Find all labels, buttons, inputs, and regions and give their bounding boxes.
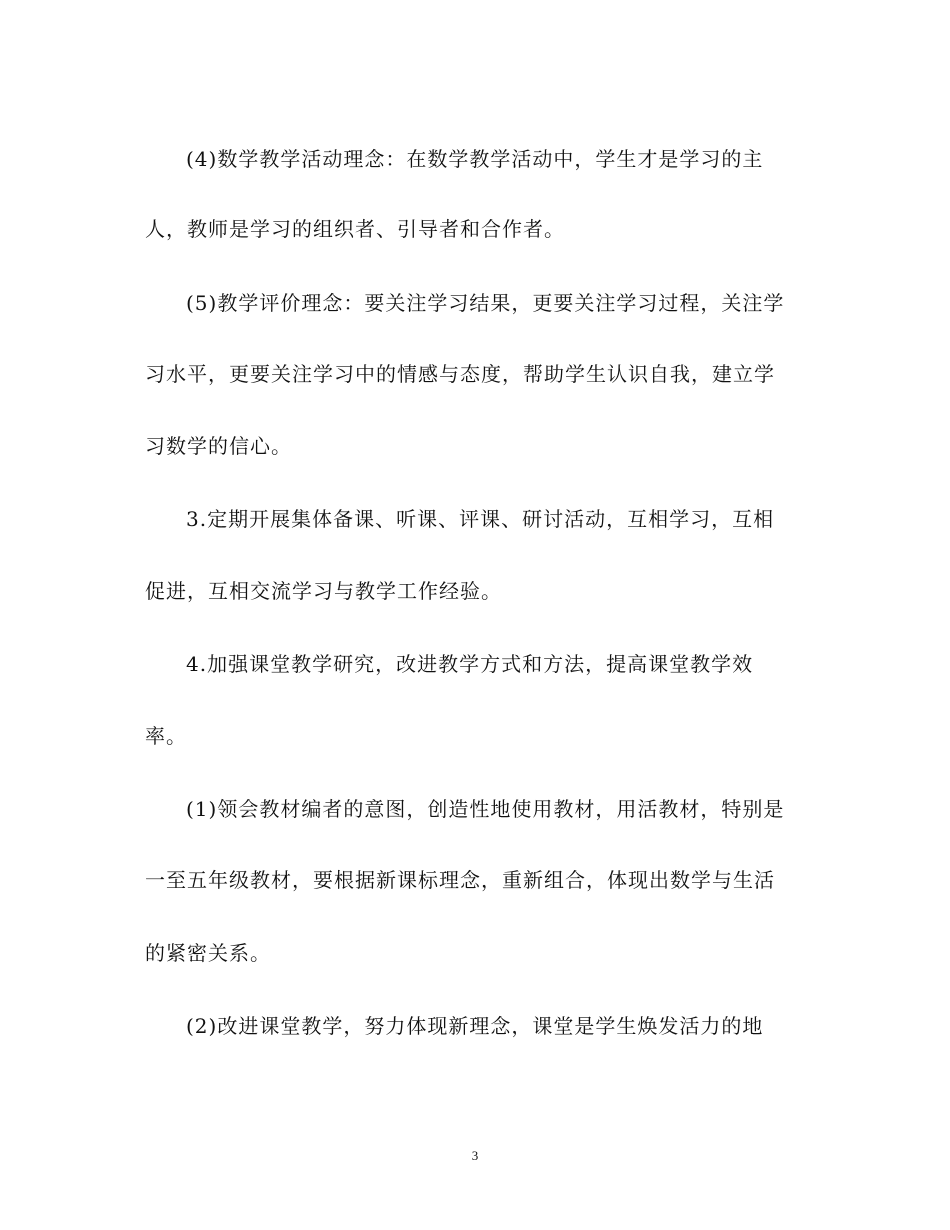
paragraph-line: 促进，互相交流学习与教学工作经验。 — [145, 579, 502, 603]
paragraph-line: (5)教学评价理念：要关注学习结果，更要关注学习过程，关注学 — [186, 291, 785, 315]
paragraph-line: (1)领会教材编者的意图，创造性地使用教材，用活教材，特别是 — [186, 797, 785, 821]
page-number: 3 — [471, 1148, 479, 1163]
paragraph-line: 3.定期开展集体备课、听课、评课、研讨活动，互相学习，互相 — [186, 507, 775, 531]
paragraph-line: (2)改进课堂教学，努力体现新理念，课堂是学生焕发活力的地 — [186, 1014, 764, 1038]
paragraph-line: (4)数学教学活动理念：在数学教学活动中，学生才是学习的主 — [186, 147, 764, 171]
paragraph-line: 人，教师是学习的组织者、引导者和合作者。 — [145, 217, 565, 241]
paragraph-line: 一至五年级教材，要根据新课标理念，重新组合，体现出数学与生活 — [145, 868, 775, 892]
paragraph-line: 的紧密关系。 — [145, 941, 271, 965]
paragraph-line: 习数学的信心。 — [145, 434, 292, 458]
paragraph-line: 4.加强课堂教学研究，改进教学方式和方法，提高课堂教学效 — [186, 652, 754, 676]
paragraph-line: 率。 — [145, 724, 187, 748]
paragraph-line: 习水平，更要关注学习中的情感与态度，帮助学生认识自我，建立学 — [145, 362, 775, 386]
